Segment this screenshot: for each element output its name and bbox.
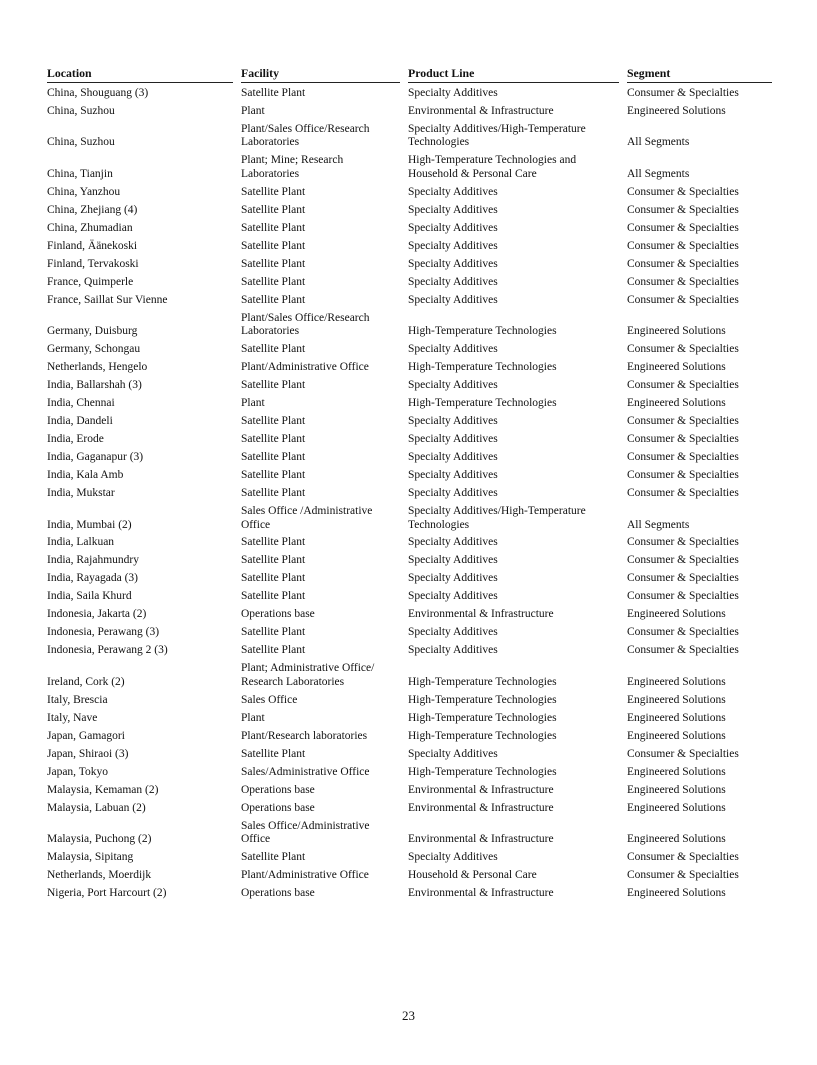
- cell-facility: Plant: [241, 711, 265, 724]
- cell-location: Indonesia, Perawang 2 (3): [47, 644, 168, 657]
- table-row: [47, 710, 772, 728]
- cell-product-line: Household & Personal Care: [408, 869, 537, 882]
- cell-facility: Satellite Plant: [241, 644, 306, 657]
- cell-location: Indonesia, Jakarta (2): [47, 608, 147, 621]
- cell-facility: Satellite Plant: [241, 468, 306, 481]
- cell-segment: Engineered Solutions: [627, 729, 726, 742]
- cell-segment: All Segments: [627, 167, 690, 180]
- table-body: [47, 85, 772, 903]
- cell-location: Finland, Tervakoski: [47, 257, 139, 270]
- cell-segment: Consumer & Specialties: [627, 644, 739, 657]
- cell-segment: Engineered Solutions: [627, 361, 726, 374]
- cell-location: India, Mumbai (2): [47, 518, 132, 531]
- cell-segment: Engineered Solutions: [627, 104, 726, 117]
- table-row: [47, 588, 772, 606]
- cell-location: Germany, Duisburg: [47, 325, 138, 338]
- cell-segment: Engineered Solutions: [627, 675, 726, 688]
- cell-product-line: Specialty Additives: [408, 433, 498, 446]
- cell-product-line: High-Temperature Technologies: [408, 397, 557, 410]
- table-row: [47, 817, 772, 849]
- cell-product-line: Specialty Additives: [408, 851, 498, 864]
- cell-facility: Satellite Plant: [241, 590, 306, 603]
- cell-facility: Satellite Plant: [241, 554, 306, 567]
- cell-location: China, Suzhou: [47, 136, 115, 149]
- table-row: [47, 503, 772, 535]
- table-row: [47, 238, 772, 256]
- table-row: [47, 341, 772, 359]
- table-row: [47, 534, 772, 552]
- table-row: [47, 309, 772, 341]
- cell-product-line: Environmental & Infrastructure: [408, 801, 554, 814]
- cell-location: Finland, Äänekoski: [47, 239, 138, 252]
- cell-segment: Engineered Solutions: [627, 801, 726, 814]
- table-row: [47, 121, 772, 153]
- cell-segment: Consumer & Specialties: [627, 451, 739, 463]
- cell-segment: Consumer & Specialties: [627, 415, 739, 428]
- cell-facility: Satellite Plant: [241, 221, 306, 234]
- table-row: [47, 359, 772, 377]
- cell-product-line: High-Temperature Technologies: [408, 765, 557, 778]
- table-row: [47, 184, 772, 202]
- header-facility: [241, 67, 408, 85]
- cell-segment: Consumer & Specialties: [627, 275, 739, 288]
- cell-location: Malaysia, Puchong (2): [47, 833, 152, 846]
- cell-product-line: Environmental & Infrastructure: [408, 104, 554, 117]
- header-product-line: [408, 67, 627, 85]
- cell-location: China, Shouguang (3): [47, 86, 149, 99]
- cell-facility: Plant; Mine; Research Laboratories: [241, 154, 344, 180]
- cell-product-line: Environmental & Infrastructure: [408, 833, 554, 846]
- header-product-line-label: Product Line: [408, 67, 619, 83]
- cell-product-line: Specialty Additives: [408, 185, 498, 198]
- cell-segment: Consumer & Specialties: [627, 626, 739, 639]
- cell-segment: Consumer & Specialties: [627, 869, 739, 882]
- cell-facility: Satellite Plant: [241, 451, 306, 463]
- cell-product-line: Specialty Additives: [408, 275, 498, 288]
- cell-segment: Consumer & Specialties: [627, 86, 739, 99]
- cell-segment: Consumer & Specialties: [627, 221, 739, 234]
- table-row: [47, 103, 772, 121]
- cell-location: Malaysia, Labuan (2): [47, 801, 146, 814]
- cell-segment: Consumer & Specialties: [627, 851, 739, 864]
- cell-segment: Consumer & Specialties: [627, 747, 739, 760]
- cell-segment: Consumer & Specialties: [627, 257, 739, 270]
- cell-facility: Satellite Plant: [241, 86, 306, 99]
- cell-segment: Engineered Solutions: [627, 693, 726, 706]
- table-row: [47, 746, 772, 764]
- cell-facility: Sales Office/Administrative Office: [241, 819, 370, 846]
- cell-location: Japan, Shiraoi (3): [47, 747, 129, 760]
- header-facility-label: Facility: [241, 67, 400, 83]
- cell-facility: Plant/Sales Office/Research Laboratories: [241, 122, 370, 149]
- cell-product-line: High-Temperature Technologies: [408, 675, 557, 688]
- cell-location: China, Zhejiang (4): [47, 203, 138, 216]
- cell-segment: Engineered Solutions: [627, 887, 726, 900]
- cell-facility: Operations base: [241, 887, 315, 900]
- cell-facility: Satellite Plant: [241, 203, 306, 216]
- cell-facility: Satellite Plant: [241, 415, 306, 428]
- cell-product-line: Specialty Additives: [408, 468, 498, 481]
- cell-segment: Engineered Solutions: [627, 783, 726, 796]
- cell-location: Japan, Tokyo: [47, 765, 108, 778]
- cell-location: Netherlands, Hengelo: [47, 361, 148, 374]
- cell-location: India, Dandeli: [47, 415, 113, 428]
- cell-location: Indonesia, Perawang (3): [47, 626, 160, 639]
- cell-product-line: Specialty Additives: [408, 536, 498, 549]
- cell-facility: Satellite Plant: [241, 747, 306, 760]
- cell-location: France, Quimperle: [47, 275, 134, 288]
- cell-segment: Consumer & Specialties: [627, 185, 739, 198]
- table-row: [47, 395, 772, 413]
- table-header-row: [47, 67, 772, 85]
- cell-product-line: Environmental & Infrastructure: [408, 783, 554, 796]
- cell-product-line: Specialty Additives: [408, 203, 498, 216]
- cell-segment: Consumer & Specialties: [627, 293, 739, 306]
- header-location-label: Location: [47, 67, 233, 83]
- cell-facility: Plant: [241, 397, 265, 410]
- cell-location: India, Gaganapur (3): [47, 451, 144, 463]
- cell-segment: Engineered Solutions: [627, 711, 726, 724]
- cell-location: India, Kala Amb: [47, 468, 124, 481]
- cell-product-line: High-Temperature Technologies: [408, 711, 557, 724]
- table-row: [47, 274, 772, 292]
- properties-table: [47, 67, 772, 903]
- page-number: 23: [402, 1008, 415, 1023]
- cell-facility: Operations base: [241, 608, 315, 621]
- cell-segment: Consumer & Specialties: [627, 343, 739, 356]
- cell-product-line: Specialty Additives/High-Temperature Technologies: [408, 504, 586, 531]
- cell-facility: Plant/Administrative Office: [241, 869, 369, 882]
- cell-product-line: Specialty Additives: [408, 343, 498, 356]
- table-row: [47, 570, 772, 588]
- cell-facility: Plant/Administrative Office: [241, 361, 369, 374]
- cell-product-line: High-Temperature Technologies: [408, 693, 557, 706]
- cell-product-line: Specialty Additives: [408, 486, 498, 499]
- cell-facility: Plant: [241, 104, 265, 117]
- table-row: [47, 849, 772, 867]
- cell-facility: Operations base: [241, 801, 315, 814]
- header-segment: [627, 67, 772, 85]
- cell-segment: Consumer & Specialties: [627, 468, 739, 481]
- cell-segment: Engineered Solutions: [627, 397, 726, 410]
- cell-location: Italy, Brescia: [47, 693, 108, 706]
- table-row: [47, 152, 772, 184]
- table-row: [47, 660, 772, 692]
- cell-segment: Consumer & Specialties: [627, 239, 739, 252]
- cell-facility: Sales/Administrative Office: [241, 765, 370, 778]
- cell-segment: Consumer & Specialties: [627, 486, 739, 499]
- cell-facility: Plant/Sales Office/Research Laboratories: [241, 311, 370, 338]
- cell-segment: Consumer & Specialties: [627, 554, 739, 567]
- cell-segment: All Segments: [627, 518, 690, 531]
- cell-facility: Satellite Plant: [241, 433, 306, 446]
- cell-product-line: Specialty Additives: [408, 747, 498, 760]
- cell-segment: Engineered Solutions: [627, 833, 726, 846]
- cell-location: India, Mukstar: [47, 486, 115, 499]
- cell-location: Nigeria, Port Harcourt (2): [47, 887, 167, 900]
- cell-location: India, Chennai: [47, 397, 115, 410]
- cell-facility: Plant/Research laboratories: [241, 729, 368, 742]
- cell-location: China, Tianjin: [47, 167, 113, 180]
- cell-segment: All Segments: [627, 136, 690, 149]
- cell-facility: Satellite Plant: [241, 257, 306, 270]
- cell-location: Japan, Gamagori: [47, 729, 125, 742]
- cell-product-line: Specialty Additives: [408, 415, 498, 428]
- cell-facility: Operations base: [241, 783, 315, 796]
- cell-location: Ireland, Cork (2): [47, 675, 125, 688]
- cell-segment: Consumer & Specialties: [627, 590, 739, 603]
- table-row: [47, 467, 772, 485]
- cell-facility: Satellite Plant: [241, 343, 306, 356]
- cell-product-line: Specialty Additives: [408, 239, 498, 252]
- table-row: [47, 728, 772, 746]
- cell-location: India, Erode: [47, 433, 104, 446]
- cell-product-line: Specialty Additives: [408, 451, 498, 463]
- table-row: [47, 377, 772, 395]
- cell-product-line: Specialty Additives: [408, 221, 498, 234]
- cell-facility: Satellite Plant: [241, 851, 306, 864]
- cell-product-line: Specialty Additives: [408, 572, 498, 585]
- cell-location: India, Lalkuan: [47, 536, 115, 549]
- cell-location: India, Ballarshah (3): [47, 379, 142, 392]
- cell-location: China, Yanzhou: [47, 185, 121, 198]
- cell-product-line: High-Temperature Technologies: [408, 325, 557, 338]
- cell-location: Italy, Nave: [47, 711, 98, 724]
- cell-product-line: Specialty Additives: [408, 257, 498, 270]
- cell-product-line: Specialty Additives: [408, 626, 498, 639]
- cell-location: Malaysia, Sipitang: [47, 851, 134, 864]
- cell-facility: Plant; Administrative Office/ Research Laboratories: [241, 662, 375, 688]
- cell-facility: Satellite Plant: [241, 185, 306, 198]
- cell-product-line: Specialty Additives: [408, 590, 498, 603]
- cell-location: India, Rayagada (3): [47, 572, 139, 585]
- cell-segment: Consumer & Specialties: [627, 203, 739, 216]
- cell-location: China, Zhumadian: [47, 221, 133, 234]
- cell-facility: Satellite Plant: [241, 536, 306, 549]
- cell-segment: Consumer & Specialties: [627, 572, 739, 585]
- cell-product-line: Specialty Additives: [408, 379, 498, 392]
- table-row: [47, 867, 772, 885]
- cell-product-line: Environmental & Infrastructure: [408, 887, 554, 900]
- table-row: [47, 606, 772, 624]
- table-row: [47, 781, 772, 799]
- table-row: [47, 485, 772, 503]
- cell-facility: Satellite Plant: [241, 293, 306, 306]
- cell-product-line: Specialty Additives: [408, 86, 498, 99]
- cell-segment: Engineered Solutions: [627, 325, 726, 338]
- cell-facility: Sales Office: [241, 693, 298, 706]
- table-row: [47, 885, 772, 903]
- table-row: [47, 413, 772, 431]
- cell-segment: Consumer & Specialties: [627, 379, 739, 392]
- table-row: [47, 256, 772, 274]
- cell-location: France, Saillat Sur Vienne: [47, 293, 168, 306]
- table-row: [47, 692, 772, 710]
- cell-product-line: Specialty Additives/High-Temperature Technologies: [408, 122, 586, 149]
- table-row: [47, 85, 772, 103]
- table-row: [47, 799, 772, 817]
- cell-facility: Satellite Plant: [241, 626, 306, 639]
- cell-segment: Consumer & Specialties: [627, 433, 739, 446]
- cell-location: Netherlands, Moerdijk: [47, 869, 152, 882]
- cell-facility: Satellite Plant: [241, 572, 306, 585]
- cell-segment: Engineered Solutions: [627, 608, 726, 621]
- cell-location: Malaysia, Kemaman (2): [47, 783, 159, 796]
- table-row: [47, 202, 772, 220]
- cell-segment: Engineered Solutions: [627, 765, 726, 778]
- cell-facility: Satellite Plant: [241, 275, 306, 288]
- table-row: [47, 431, 772, 449]
- cell-product-line: High-Temperature Technologies: [408, 729, 557, 742]
- cell-facility: Satellite Plant: [241, 486, 306, 499]
- cell-location: India, Saila Khurd: [47, 590, 132, 603]
- table-row: [47, 552, 772, 570]
- cell-segment: Consumer & Specialties: [627, 536, 739, 549]
- table-row: [47, 220, 772, 238]
- cell-product-line: Specialty Additives: [408, 644, 498, 657]
- cell-facility: Sales Office /Administrative Office: [241, 504, 373, 531]
- cell-product-line: Specialty Additives: [408, 554, 498, 567]
- cell-location: China, Suzhou: [47, 104, 115, 117]
- cell-product-line: High-Temperature Technologies: [408, 361, 557, 374]
- table-row: [47, 291, 772, 309]
- cell-facility: Satellite Plant: [241, 239, 306, 252]
- cell-location: Germany, Schongau: [47, 343, 141, 356]
- table-row: [47, 764, 772, 782]
- cell-facility: Satellite Plant: [241, 379, 306, 392]
- cell-product-line: Environmental & Infrastructure: [408, 608, 554, 621]
- header-segment-label: Segment: [627, 67, 772, 83]
- cell-product-line: High-Temperature Technologies and Household & Personal Care: [408, 154, 577, 180]
- table-row: [47, 642, 772, 660]
- table-row: [47, 449, 772, 467]
- cell-product-line: Specialty Additives: [408, 293, 498, 306]
- table-row: [47, 624, 772, 642]
- cell-location: India, Rajahmundry: [47, 554, 139, 567]
- header-location: [47, 67, 241, 85]
